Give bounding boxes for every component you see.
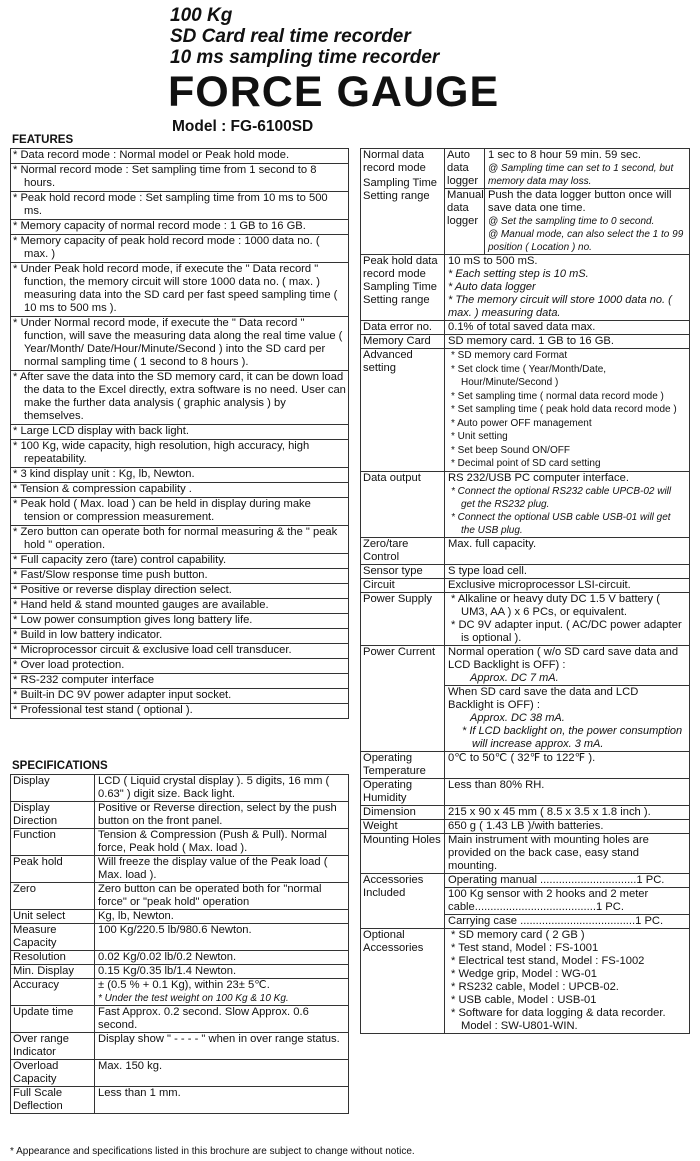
spec-value: Display show " - - - - " when in over range status.	[98, 1033, 340, 1045]
manual-logger-row	[445, 189, 689, 254]
spec-value: Fast Approx. 0.2 second. Slow Approx. 0.6 second.	[98, 1006, 309, 1031]
header-capacity: 100 Kg	[170, 5, 233, 26]
advanced-item: * Unit setting	[451, 431, 508, 442]
manual-logger-text: Push the data logger button once will save data one time.	[488, 189, 672, 214]
peak-note-2: * Auto data logger	[448, 281, 536, 293]
normal-record-label: Normal data record mode	[363, 149, 426, 174]
spec-key: Advanced setting	[361, 349, 445, 471]
optional-item: * Test stand, Model : FS-1001	[451, 941, 599, 954]
spec-value: 0.1% of total saved data max.	[448, 321, 596, 333]
auto-logger-range: 1 sec to 8 hour 59 min. 59 sec.	[488, 149, 641, 161]
auto-logger-row	[445, 149, 689, 189]
spec-key: Zero	[11, 883, 95, 909]
data-output-value: RS 232/USB PC computer interface.	[448, 471, 629, 484]
accuracy-value: ± (0.5 % + 0.1 Kg), within 23± 5℃.	[98, 979, 270, 991]
manual-logger-note-1: @ Set the sampling time to 0 second.	[488, 216, 655, 227]
specifications-table	[10, 774, 349, 1114]
power-current-normal-value: Approx. DC 7 mA.	[470, 671, 559, 684]
spec-key: Resolution	[11, 951, 95, 964]
feature-item: * Fast/Slow response time push button.	[11, 569, 348, 584]
peak-note-1: * Each setting step is 10 mS.	[448, 268, 589, 280]
feature-item: * Microprocessor circuit & exclusive load cell transducer.	[11, 644, 348, 659]
power-current-sd	[445, 686, 689, 751]
spec-key: Full Scale Deflection	[11, 1087, 95, 1113]
features-list	[10, 148, 349, 719]
spec-key: Accessories Included	[361, 874, 445, 928]
specifications-heading: SPECIFICATIONS	[12, 760, 108, 772]
accessory-item: Operating manual ...............................1 PC.	[445, 874, 689, 888]
feature-item: * Peak hold record mode : Set sampling time from 10 ms to 500 ms.	[11, 192, 348, 220]
spec-key: Data error no.	[361, 321, 445, 334]
power-supply-adapter: * DC 9V adapter input. ( AC/DC power adapter is optional ).	[451, 618, 682, 644]
feature-item: * Under Normal record mode, if execute the " Data record " function, will save the measuring data along the real time value ( Year/Month/ Date/Hour/Minute/Second ) into the SD card per normal sampling time ( 1 second to 8 hours ).	[11, 317, 348, 371]
manual-logger-value	[485, 189, 689, 254]
spec-value: S type load cell.	[448, 564, 527, 577]
accessory-item: 100 Kg sensor with 2 hooks and 2 meter cable.......................................1 PC.	[445, 888, 689, 915]
spec-key: Power Current	[361, 646, 445, 751]
power-current-backlight-note: * If LCD backlight on, the power consumption will increase approx. 3 mA.	[462, 724, 683, 750]
power-current-sd-value: Approx. DC 38 mA.	[470, 711, 565, 724]
advanced-item: * Decimal point of SD card setting	[451, 458, 601, 469]
spec-row-optional	[361, 929, 689, 1034]
feature-item: * Memory capacity of peak hold record mode : 1000 data no. ( max. )	[11, 235, 348, 263]
spec-row	[11, 1060, 348, 1087]
model-number: Model : FG-6100SD	[172, 118, 314, 135]
data-output-note-1: * Connect the optional RS232 cable UPCB-02 will get the RS232 plug.	[451, 485, 672, 510]
spec-value	[95, 979, 348, 1005]
spec-row	[361, 806, 689, 820]
spec-value: 100 Kg/220.5 lb/980.6 Newton.	[98, 924, 252, 936]
spec-key: Zero/tare Control	[361, 538, 445, 564]
spec-row	[11, 965, 348, 979]
peak-note-3: * The memory circuit will store 1000 data no. ( max. ) measuring data.	[448, 294, 672, 319]
peak-record-label: Peak hold data record mode	[363, 255, 438, 280]
spec-value: Zero button can be operated both for "normal force" or "peak hold" operation	[98, 883, 322, 908]
manual-logger-label: Manual data logger	[445, 189, 485, 254]
feature-item: * Normal record mode : Set sampling time from 1 second to 8 hours.	[11, 164, 348, 192]
spec-key: Min. Display	[11, 965, 95, 978]
spec-value	[445, 929, 689, 1033]
header	[170, 5, 439, 68]
spec-key	[361, 149, 445, 254]
spec-key: Accuracy	[11, 979, 95, 1005]
spec-value: Tension & Compression (Push & Pull). Normal force, Peak hold ( Max. load ).	[98, 829, 327, 854]
peak-sampling-label: Sampling Time Setting range	[363, 281, 437, 306]
feature-item: * 100 Kg, wide capacity, high resolution, high accuracy, high repeatability.	[11, 440, 348, 468]
spec-value: Max. full capacity.	[448, 537, 537, 550]
feature-item: * Tension & compression capability .	[11, 483, 348, 498]
spec-row	[11, 775, 348, 802]
power-supply-battery: * Alkaline or heavy duty DC 1.5 V battery ( UM3, AA ) x 6 PCs, or equivalent.	[451, 592, 660, 618]
manual-logger-note-2: @ Manual mode, can also select the 1 to 99 position ( Location ) no.	[488, 229, 684, 253]
spec-key: Weight	[361, 820, 445, 833]
feature-item: * RS-232 computer interface	[11, 674, 348, 689]
feature-item: * Hand held & stand mounted gauges are available.	[11, 599, 348, 614]
spec-key: Unit select	[11, 910, 95, 923]
spec-key: Operating Temperature	[361, 752, 445, 778]
spec-value: 0.02 Kg/0.02 lb/0.2 Newton.	[98, 951, 237, 963]
accessory-item: Carrying case .....................................1 PC.	[448, 914, 664, 927]
spec-value: 0℃ to 50℃ ( 32℉ to 122℉ ).	[448, 751, 596, 764]
data-output-note-2: * Connect the optional USB cable USB-01 will get the USB plug.	[451, 511, 671, 536]
advanced-item: * Set clock time ( Year/Month/Date, Hour/Minute/Second )	[451, 363, 607, 388]
feature-item: * Positive or reverse display direction select.	[11, 584, 348, 599]
spec-value	[445, 349, 689, 471]
spec-row-accessories	[361, 874, 689, 929]
feature-item: * After save the data into the SD memory card, it can be down load the data to the Excel directly, extra software is no need. User can make the further data analysis ( graphic analysis ) by themselves.	[11, 371, 348, 425]
advanced-item: * Auto power OFF management	[451, 417, 592, 429]
right-spec-table	[360, 148, 690, 1034]
spec-value	[445, 874, 689, 928]
spec-key: Circuit	[361, 579, 445, 592]
spec-row	[11, 1033, 348, 1060]
spec-value: SD memory card. 1 GB to 16 GB.	[448, 335, 615, 347]
feature-item: * Under Peak hold record mode, if execute the " Data record " function, the memory circuit will store 1000 data no. ( max. ) measuring data into the SD card per fast speed sampling time ( 10 ms to 500 ms ).	[11, 263, 348, 317]
spec-row	[361, 565, 689, 579]
auto-logger-value	[485, 149, 689, 188]
optional-item: * Wedge grip, Model : WG-01	[451, 967, 597, 980]
spec-value: 215 x 90 x 45 mm ( 8.5 x 3.5 x 1.8 inch ).	[448, 805, 651, 818]
spec-row-power-current	[361, 646, 689, 752]
spec-value	[445, 149, 689, 254]
feature-item: * Data record mode : Normal model or Peak hold mode.	[11, 149, 348, 164]
spec-row	[11, 910, 348, 924]
spec-row-normal-record	[361, 149, 689, 255]
spec-key: Power Supply	[361, 593, 445, 645]
optional-item: * Software for data logging & data recorder. Model : SW-U801-WIN.	[451, 1006, 666, 1032]
spec-value: Less than 80% RH.	[448, 778, 545, 791]
spec-row	[11, 856, 348, 883]
spec-value	[445, 646, 689, 751]
spec-row	[361, 538, 689, 565]
spec-key: Over range Indicator	[11, 1033, 95, 1059]
power-current-sd-text: When SD card save the data and LCD Backlight is OFF) :	[448, 685, 639, 711]
spec-row	[361, 335, 689, 349]
spec-key: Mounting Holes	[361, 834, 445, 873]
auto-logger-label: Auto data logger	[445, 149, 485, 188]
spec-key: Dimension	[361, 806, 445, 819]
spec-row	[361, 321, 689, 335]
feature-item: * 3 kind display unit : Kg, lb, Newton.	[11, 468, 348, 483]
spec-value: Kg, lb, Newton.	[98, 910, 174, 922]
spec-key: Data output	[361, 472, 445, 537]
spec-value: Positive or Reverse direction, select by the push button on the front panel.	[98, 802, 337, 827]
spec-value: LCD ( Liquid crystal display ). 5 digits, 16 mm ( 0.63" ) digit size. Back light.	[98, 775, 330, 800]
spec-value	[445, 255, 689, 320]
spec-value: 650 g ( 1.43 LB )/with batteries.	[448, 819, 604, 832]
header-line-2: SD Card real time recorder	[170, 26, 411, 47]
spec-row-power-supply	[361, 593, 689, 646]
spec-row	[11, 802, 348, 829]
peak-record-range: 10 mS to 500 mS.	[448, 255, 538, 267]
feature-item: * Peak hold ( Max. load ) can be held in display during make tension or compression measurement.	[11, 498, 348, 526]
feature-item: * Large LCD display with back light.	[11, 425, 348, 440]
spec-key: Display	[11, 775, 95, 801]
spec-key: Function	[11, 829, 95, 855]
advanced-item: * Set sampling time ( normal data record mode )	[451, 390, 664, 402]
spec-key: Operating Humidity	[361, 779, 445, 805]
sampling-time-label: Sampling Time Setting range	[363, 177, 437, 202]
spec-key: Update time	[11, 1006, 95, 1032]
spec-value: 0.15 Kg/0.35 lb/1.4 Newton.	[98, 965, 237, 977]
page-title: FORCE GAUGE	[168, 68, 500, 116]
power-current-normal-text: Normal operation ( w/o SD card save data and LCD Backlight is OFF) :	[448, 645, 679, 671]
advanced-item: * Set sampling time ( peak hold data record mode )	[451, 404, 677, 415]
spec-row	[11, 951, 348, 965]
auto-logger-note: @ Sampling time can set to 1 second, but memory data may loss.	[488, 163, 674, 187]
spec-value	[445, 593, 689, 645]
spec-row	[361, 752, 689, 779]
spec-key	[361, 255, 445, 320]
spec-row-advanced	[361, 349, 689, 472]
spec-value: Will freeze the display value of the Peak load ( Max. load ).	[98, 856, 328, 881]
spec-key: Optional Accessories	[361, 929, 445, 1033]
feature-item: * Over load protection.	[11, 659, 348, 674]
spec-row	[11, 829, 348, 856]
spec-row	[11, 979, 348, 1006]
footer-disclaimer: * Appearance and specifications listed in this brochure are subject to change without notice.	[10, 1146, 415, 1157]
feature-item: * Low power consumption gives long battery life.	[11, 614, 348, 629]
power-current-normal	[445, 646, 689, 686]
spec-key: Display Direction	[11, 802, 95, 828]
spec-value	[445, 472, 689, 537]
advanced-item: * Set beep Sound ON/OFF	[451, 444, 570, 456]
spec-key: Measure Capacity	[11, 924, 95, 950]
spec-key: Memory Card	[361, 335, 445, 348]
accuracy-note: * Under the test weight on 100 Kg & 10 Kg.	[98, 993, 289, 1004]
features-heading: FEATURES	[12, 134, 74, 146]
spec-row	[361, 779, 689, 806]
spec-key: Overload Capacity	[11, 1060, 95, 1086]
spec-value: Max. 150 kg.	[98, 1060, 163, 1072]
spec-row	[361, 834, 689, 874]
spec-key: Peak hold	[11, 856, 95, 882]
feature-item: * Full capacity zero (tare) control capability.	[11, 554, 348, 569]
spec-row-data-output	[361, 472, 689, 538]
advanced-item: * SD memory card Format	[451, 350, 568, 361]
feature-item: * Zero button can operate both for normal measuring & the " peak hold " operation.	[11, 526, 348, 554]
spec-value: Main instrument with mounting holes are provided on the back case, easy stand mounting.	[448, 833, 649, 872]
spec-key: Sensor type	[361, 565, 445, 578]
feature-item: * Memory capacity of normal record mode : 1 GB to 16 GB.	[11, 220, 348, 235]
optional-item: * USB cable, Model : USB-01	[451, 993, 597, 1006]
optional-item: * RS232 cable, Model : UPCB-02.	[451, 980, 619, 993]
optional-item: * SD memory card ( 2 GB )	[451, 928, 585, 941]
spec-value: Less than 1 mm.	[98, 1087, 181, 1099]
spec-row	[361, 820, 689, 834]
spec-value: Exclusive microprocessor LSI-circuit.	[448, 578, 631, 591]
feature-item: * Build in low battery indicator.	[11, 629, 348, 644]
spec-row	[11, 924, 348, 951]
header-line-3: 10 ms sampling time recorder	[170, 47, 440, 68]
spec-row	[11, 1087, 348, 1114]
feature-item: * Professional test stand ( optional ).	[11, 704, 348, 719]
feature-item: * Built-in DC 9V power adapter input socket.	[11, 689, 348, 704]
spec-row	[11, 1006, 348, 1033]
spec-row-peak-record	[361, 255, 689, 321]
spec-row	[11, 883, 348, 910]
optional-item: * Electrical test stand, Model : FS-1002	[451, 954, 645, 967]
spec-row	[361, 579, 689, 593]
